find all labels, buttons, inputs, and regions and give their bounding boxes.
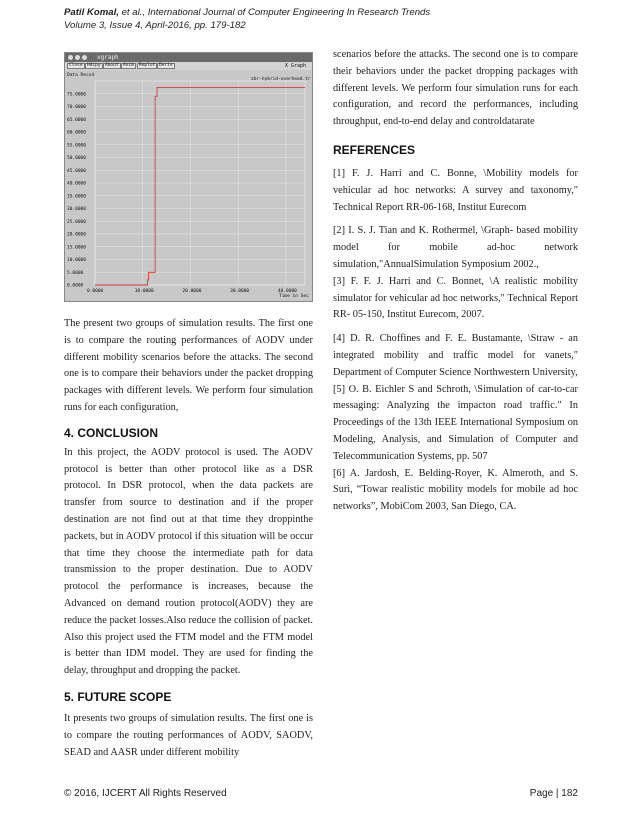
y-tick-label: 75.0000 [67,92,86,98]
future-scope-paragraph: It presents two groups of simulation results. The first one is to compare the routing performances of AODV, SAODV, SEAD and AASR under different mobility [64,712,313,758]
xgraph-figure [64,52,313,302]
reference-item: [6] A. Jardosh, E. Belding-Royer, K. Almeroth, and S. Suri, “Towar realistic mobility models for mobile ad hoc networks”, MobiCom 2003, San Diego, CA. [333,467,578,513]
y-axis-title: Data Recvd [67,73,95,78]
x-tick-label: 10.0000 [134,289,154,294]
y-tick-label: 5.0000 [67,270,84,276]
continuation-paragraph: scenarios before the attacks. The second one is to compare their behaviors under the packet dropping packages with different levels. We perform four simulation runs for each configuration, and record the performances, including throughput, end-to-end delay and controldatarate [333,49,578,128]
left-column [64,316,313,761]
page-footer [64,788,578,799]
intro-paragraph: The present two groups of simulation results. The first one is to compare the routing performances of AODV under different mobility scenarios before the attacks. The second one is to compare their behaviors under the packet dropping packages with different levels. We perform four simulation runs for each configuration, [64,318,313,413]
legend-label: zbr-hybrid-overhead.tr [251,77,311,82]
xgraph-hdcpy-button: Hdcpy [87,63,101,68]
y-tick-label: 65.0000 [67,117,86,123]
xgraph-deriv-button: Deriv [159,63,173,68]
xgraph-replot-button: Replot [139,63,156,68]
future-scope-heading: 5. FUTURE SCOPE [64,689,172,704]
page-number: Page | 182 [529,788,578,799]
reference-item: [1] F. J. Harri and C. Bonne, \Mobility models for vehicular ad hoc networks: A survey and taxonomy," Technical Report RR-06-168, Institut Eurecom [333,167,578,213]
xgraph-anim-button: Anim [123,63,134,68]
x-tick-label: 30.0000 [230,289,250,294]
y-tick-label: 25.0000 [67,219,86,225]
y-tick-label: 0.0000 [67,283,84,289]
reference-item: [4] D. R. Choffines and F. E. Bustamante, \Straw - an integrated mobility and traffic model for vanets," Department of Computer Science Northwestern University, [333,333,578,378]
y-tick-label: 60.0000 [67,130,86,136]
xgraph-about-button: About [105,63,119,68]
xgraph-window-title: xgraph [97,54,119,61]
y-tick-label: 35.0000 [67,194,86,200]
running-header [64,6,584,32]
reference-item: [2] I. S. J. Tian and K. Rothermel, \Graph- based mobility model for mobile ad-hoc network simulation,"AnnualSimulation Symposium 2002., [333,225,578,270]
y-tick-label: 20.0000 [67,232,86,238]
header-authors: Patil Komal, [64,7,119,18]
header-volume: Volume 3, Issue 4, April-2016, pp. 179-182 [64,20,246,31]
conclusion-heading: 4. CONCLUSION [64,425,159,440]
series-line [95,87,305,285]
y-tick-label: 55.0000 [67,143,86,149]
xgraph-graph-title: X Graph [284,63,306,69]
xgraph-close-button: Close [69,63,83,68]
y-tick-label: 70.0000 [67,105,86,110]
y-tick-label: 30.0000 [67,207,86,212]
y-tick-label: 15.0000 [67,245,86,251]
reference-item: [3] F. F. J. Harri and C. Bonnet, \A realistic mobility simulator for vehicular ad hoc networks," Technical Report RR- 05-150, Institut Eurecom, 2007. [333,275,578,321]
y-tick-label: 40.0000 [67,181,86,187]
copyright-text: © 2016, IJCERT All Rights Reserved [64,788,227,799]
x-tick-label: 40.0000 [277,289,297,294]
xgraph-plot [65,53,312,301]
references-heading: REFERENCES [333,142,416,157]
x-tick-label: 20.0000 [182,289,202,294]
y-tick-label: 45.0000 [67,168,86,174]
y-tick-label: 50.0000 [67,156,86,161]
reference-item: [5] O. B. Eichler S and Schroth, \Simulation of car-to-car messaging: Analyzing the impacton road traffic." In Proceedings of the 13th IEEE International Symposium on Modeling, Analysis, and Simulation of Computer and Telecommunication Systems, pp. 507 [333,383,578,462]
right-column [333,47,578,516]
x-tick-label: 0.0000 [87,289,104,294]
conclusion-paragraph: In this project, the AODV protocol is used. The AODV protocol is better than other protocol like as a DSR protocol. In DSR protocol, when the data packets are transfer from source to destination and if the proper destination are not find out at that time they droppinthe packets, but in AODV protocol if this situation will be occur that time they choose the intermediate path for data transmission to the proper destination. Due to AODV protocol the performance is increases, because the Advanced on demand roution protocol(AODV) they are reduce the packet losses.Also reduce the collision of packet. Also this project used the FTM model and the FTM model is better than IDM model. They are used for finding the delay, throughput and dropping the packet. [64,446,313,677]
header-citation: et al., International Journal of Computer Engineering In Research Trends [118,7,431,18]
y-tick-label: 10.0000 [67,258,86,263]
x-axis-title: Time in Sec [279,294,309,299]
